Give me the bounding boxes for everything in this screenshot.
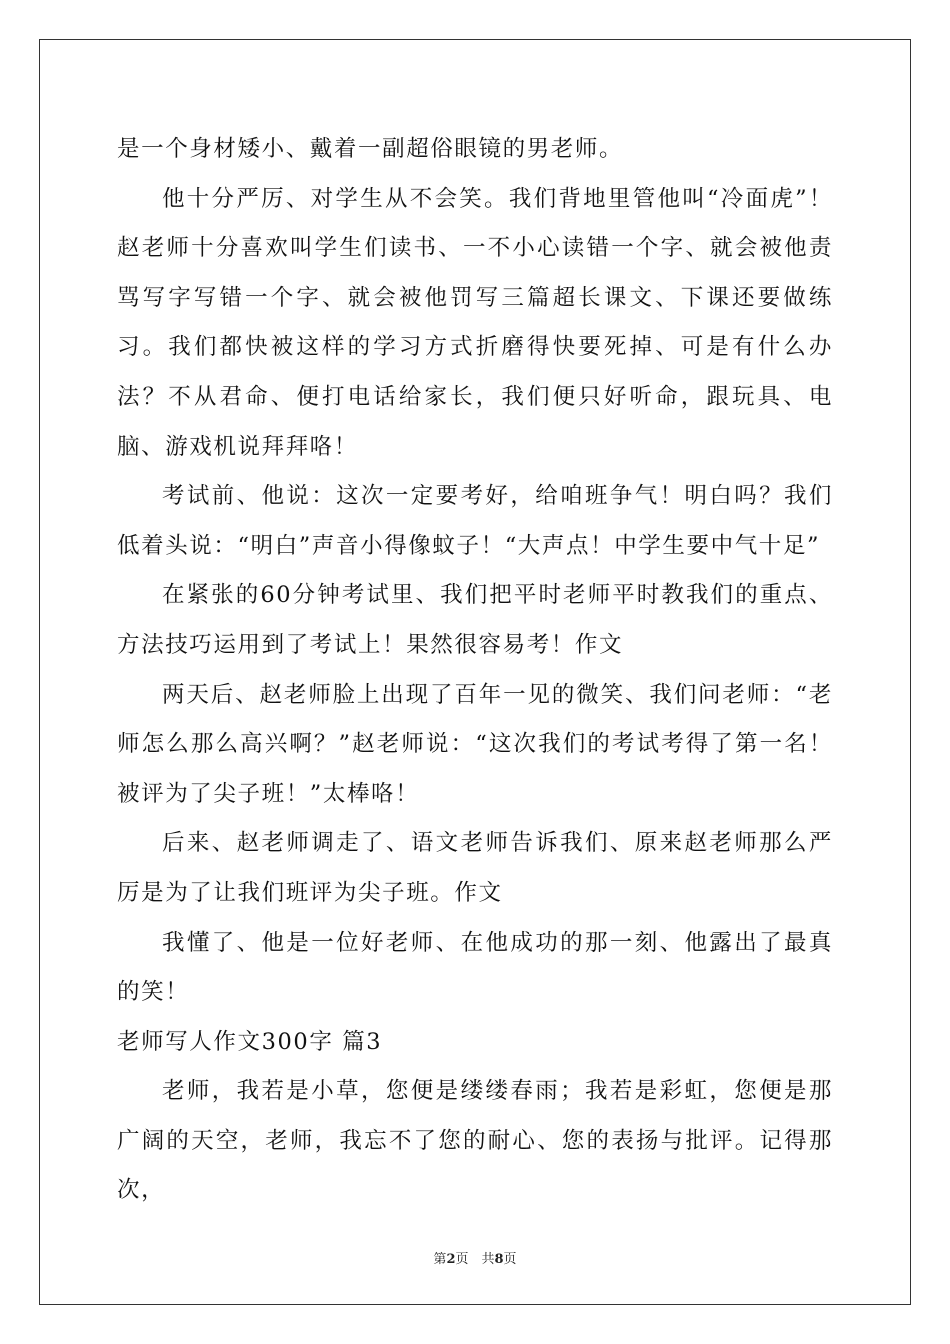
- paragraph-7: 我懂了、他是一位好老师、在他成功的那一刻、他露出了最真的笑！: [117, 929, 833, 1006]
- paragraph-1: 是一个身材矮小、戴着一副超俗眼镜的男老师。: [117, 136, 624, 162]
- document-body: [117, 125, 833, 1216]
- footer-suffix: 页: [503, 1252, 517, 1267]
- paragraph-4: 在紧张的60分钟考试里、我们把平时老师平时教我们的重点、方法技巧运用到了考试上！果然很容易考！作文: [117, 582, 833, 658]
- total-page-number: 8: [494, 1252, 504, 1267]
- section-heading: 老师写人作文300字 篇3: [117, 1028, 383, 1055]
- paragraph-9: 老师，我若是小草，您便是缕缕春雨；我若是彩虹，您便是那广阔的天空，老师，我忘不了您的耐心、您的表扬与批评。记得那次，: [117, 1078, 833, 1204]
- paragraph-6: 后来、赵老师调走了、语文老师告诉我们、原来赵老师那么严厉是为了让我们班评为尖子班。作文: [117, 830, 833, 906]
- current-page-number: 2: [446, 1252, 456, 1267]
- paragraph-3: 考试前、他说：这次一定要考好，给咱班争气！明白吗？我们低着头说：“明白”声音小得像蚊子！“大声点！中学生要中气十足”: [117, 483, 833, 559]
- paragraph-5: 两天后、赵老师脸上出现了百年一见的微笑、我们问老师：“老师怎么那么高兴啊？”赵老师说：“这次我们的考试考得了第一名！被评为了尖子班！”太棒咯！: [117, 681, 833, 807]
- footer-mid: 页 共: [455, 1252, 495, 1267]
- page-footer: [0, 1248, 950, 1267]
- paragraph-2: 他十分严厉、对学生从不会笑。我们背地里管他叫“冷面虎”！赵老师十分喜欢叫学生们读书、一不小心读错一个字、就会被他责骂写字写错一个字、就会被他罚写三篇超长课文、下课还要做练习。我们都快被这样的学习方式折磨得快要死掉、可是有什么办法？不从君命、便打电话给家长，我们便只好听命，跟玩具、电脑、游戏机说拜拜咯！: [117, 185, 833, 460]
- footer-prefix: 第: [433, 1252, 447, 1267]
